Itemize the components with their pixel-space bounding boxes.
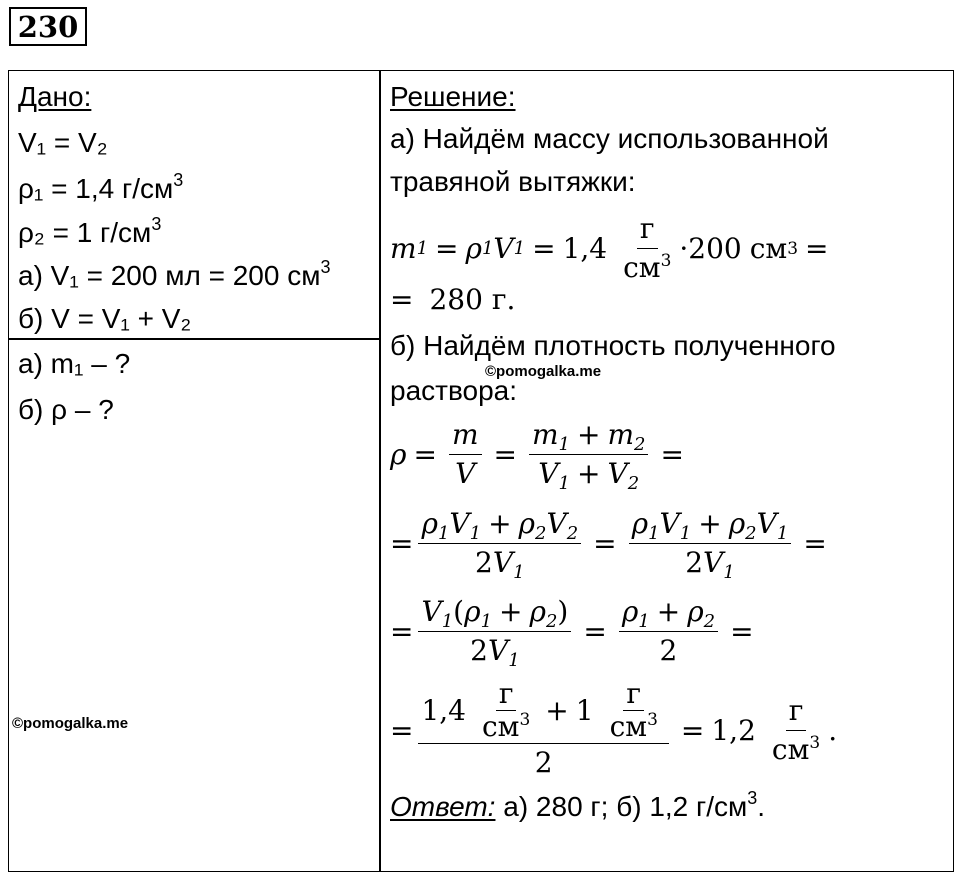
find-line-1: а) m₁ – ? — [18, 348, 131, 379]
solution-heading: Решение: — [390, 81, 516, 112]
solution-a-text-1: а) Найдём массу использованной — [390, 123, 829, 154]
given-heading: Дано: — [18, 81, 92, 112]
answer-line: Ответ: а) 280 г; б) 1,2 $г/см^3$. — [390, 788, 766, 822]
given-line-4: а) V₁ = 200 мл = 200 $см^3$ — [18, 257, 331, 291]
problem-number: 230 — [9, 7, 87, 46]
formula-density-1: ρ = $\frac{m}{V}$ = $\frac{m_1 + m_2}{V_1 + V_2}$ = — [390, 418, 684, 494]
formula-density-2: = $\frac{\rho_1V_1 + \rho_2V_2}{2V_1}$ = $\frac{\rho_1V_1 + \rho_2V_1}{2V_1}$ = — [390, 507, 827, 583]
given-line-3: ρ₂ = 1 $г/см^3$ — [18, 214, 162, 248]
watermark-bottom: ©pomogalka.me — [12, 715, 129, 732]
solution-b-text-2: раствора: — [390, 375, 518, 406]
find-line-2: б) ρ – ? — [18, 394, 114, 425]
given-line-1: V₁ = V₂ — [18, 127, 108, 158]
solution-b-text-1: б) Найдём плотность полученного — [390, 330, 836, 361]
formula-mass: m 1 = ρ 1 V 1 = 1,4 $\frac{г}{см^3}$ · 200 см 3 = — [390, 212, 829, 284]
column-divider — [379, 70, 381, 872]
given-line-2: ρ₁ = 1,4 $г/см^3$ — [18, 170, 184, 204]
watermark-top: ©pomogalka.me — [485, 363, 602, 380]
given-find-divider — [8, 338, 380, 340]
formula-density-4: = 1,4 $\frac{г}{см^3}$ + 1 $\frac{г}{см^3}$ 2 = 1,2 $\frac{г}{см^3}$ . — [390, 677, 838, 779]
formula-density-3: = $\frac{V_1(\rho_1 + \rho_2)}{2V_1}$ = $\frac{\rho_1 + \rho_2}{2}$ = — [390, 595, 754, 671]
formula-mass-result: = 280 г. — [390, 283, 516, 316]
solution-a-text-2: травяной вытяжки: — [390, 166, 636, 197]
given-line-5: б) V = V₁ + V₂ — [18, 303, 192, 334]
